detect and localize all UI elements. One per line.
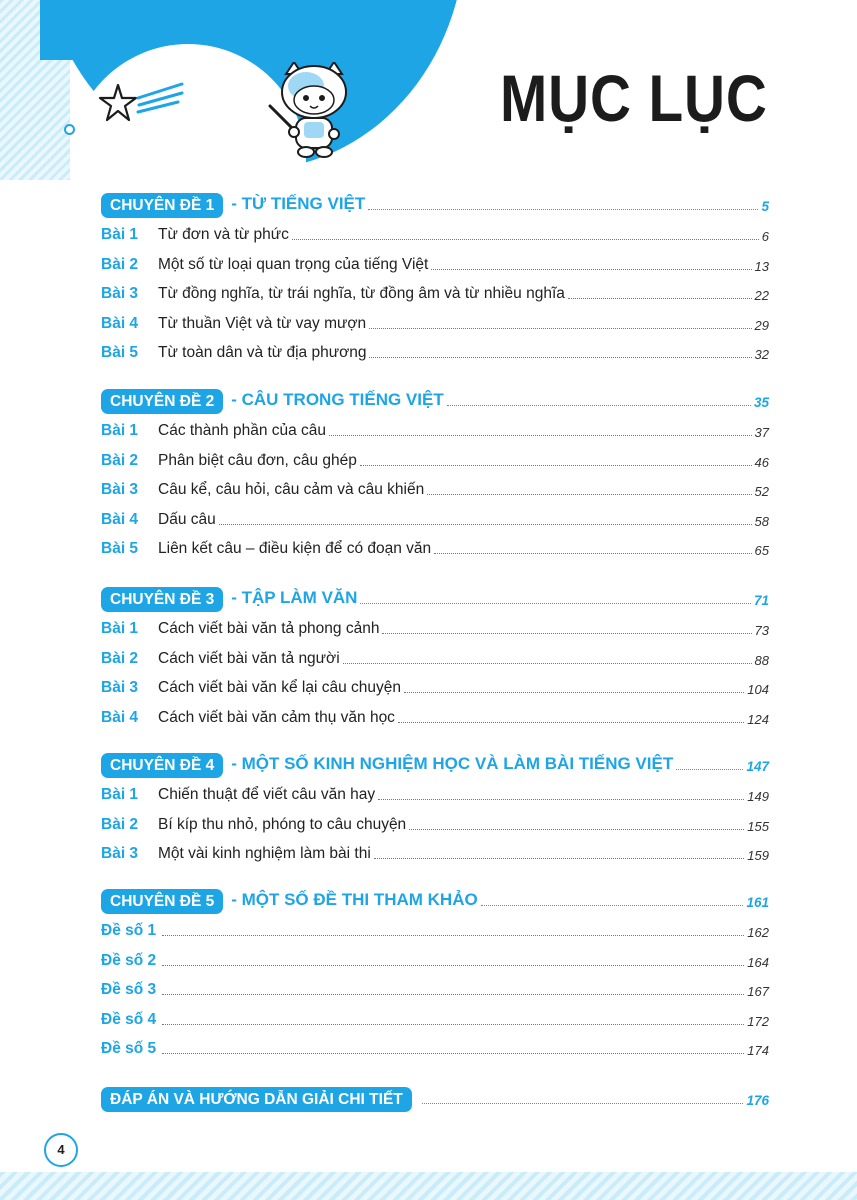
dot-leader (162, 1053, 744, 1054)
dot-leader (162, 994, 744, 995)
dot-leader (409, 829, 744, 830)
section-page-number: 147 (746, 759, 769, 774)
toc-entry-row[interactable] (101, 813, 769, 837)
entry-number: Đề số 4 (101, 1011, 157, 1028)
section-heading-row[interactable] (101, 889, 769, 913)
entry-title: Từ thuần Việt và từ vay mượn (158, 315, 367, 332)
section-chip: CHUYÊN ĐỀ 2 (101, 389, 223, 414)
toc-entry-row[interactable] (101, 478, 769, 502)
entry-number: Bài 4 (101, 511, 139, 528)
section-heading-row[interactable] (101, 193, 769, 217)
header-blue-blob-corner (40, 0, 160, 60)
section-heading-row[interactable] (101, 587, 769, 611)
dot-leader (292, 239, 759, 240)
entry-number: Đề số 5 (101, 1040, 157, 1057)
toc-entry-row[interactable] (101, 949, 769, 973)
ring-dot-decoration (64, 124, 75, 135)
entry-number: Bài 2 (101, 816, 139, 833)
dot-leader (343, 663, 752, 664)
entry-title: Từ toàn dân và từ địa phương (158, 344, 367, 361)
toc-entry-row[interactable] (101, 647, 769, 671)
section-title: - TỪ TIẾNG VIỆT (231, 194, 366, 213)
entry-number: Bài 1 (101, 620, 139, 637)
dot-leader (369, 357, 751, 358)
entry-page-number: 104 (747, 682, 769, 697)
section-title: - TẬP LÀM VĂN (231, 588, 358, 607)
section-chip: ĐÁP ÁN VÀ HƯỚNG DẪN GIẢI CHI TIẾT (101, 1087, 412, 1112)
toc-entry-row[interactable] (101, 783, 769, 807)
entry-number: Bài 2 (101, 650, 139, 667)
entry-title: Dấu câu (158, 511, 216, 528)
entry-number: Bài 4 (101, 709, 139, 726)
entry-page-number: 164 (747, 955, 769, 970)
toc-entry-row[interactable] (101, 1008, 769, 1032)
entry-page-number: 172 (747, 1014, 769, 1029)
section-title: - CÂU TRONG TIẾNG VIỆT (231, 390, 444, 409)
dot-leader (162, 935, 744, 936)
entry-page-number: 162 (747, 925, 769, 940)
section-page-number: 161 (746, 895, 769, 910)
entry-number: Bài 3 (101, 845, 139, 862)
dot-leader (447, 405, 751, 406)
toc-entry-row[interactable] (101, 282, 769, 306)
entry-page-number: 155 (747, 819, 769, 834)
entry-number: Bài 5 (101, 344, 139, 361)
entry-title: Bí kíp thu nhỏ, phóng to câu chuyện (158, 816, 407, 833)
toc-entry-row[interactable] (101, 617, 769, 641)
entry-number: Bài 1 (101, 422, 139, 439)
entry-number: Đề số 1 (101, 922, 157, 939)
entry-title: Chiến thuật để viết câu văn hay (158, 786, 376, 803)
toc-entry-row[interactable] (101, 253, 769, 277)
toc-entry-row[interactable] (101, 341, 769, 365)
entry-page-number: 149 (747, 789, 769, 804)
entry-title: Một vài kinh nghiệm làm bài thi (158, 845, 371, 862)
entry-page-number: 174 (747, 1043, 769, 1058)
dot-leader (382, 633, 751, 634)
toc-entry-row[interactable] (101, 676, 769, 700)
entry-number: Bài 1 (101, 226, 139, 243)
toc-entry-row[interactable] (101, 919, 769, 943)
dot-leader (368, 209, 758, 210)
entry-number: Bài 2 (101, 256, 139, 273)
entry-page-number: 65 (754, 543, 769, 558)
dot-leader (568, 298, 752, 299)
entry-page-number: 88 (754, 653, 769, 668)
entry-title: Cách viết bài văn tả người (158, 650, 340, 667)
section-heading-row[interactable] (101, 389, 769, 413)
entry-number: Bài 4 (101, 315, 139, 332)
toc-entry-row[interactable] (101, 1037, 769, 1061)
section-page-number: 5 (761, 199, 769, 214)
dot-leader (422, 1103, 744, 1104)
entry-number: Bài 5 (101, 540, 139, 557)
entry-number: Bài 3 (101, 481, 139, 498)
section-page-number: 176 (746, 1093, 769, 1108)
section-chip: CHUYÊN ĐỀ 5 (101, 889, 223, 914)
entry-page-number: 22 (754, 288, 769, 303)
section-chip: CHUYÊN ĐỀ 4 (101, 753, 223, 778)
dot-leader (360, 603, 751, 604)
dot-leader (162, 965, 744, 966)
toc-entry-row[interactable] (101, 537, 769, 561)
entry-title: Câu kể, câu hỏi, câu cảm và câu khiến (158, 481, 425, 498)
section-page-number: 71 (753, 593, 769, 608)
page-title: MỤC LỤC (500, 61, 768, 135)
toc-entry-row[interactable] (101, 706, 769, 730)
entry-title: Cách viết bài văn kể lại câu chuyện (158, 679, 401, 696)
dot-leader (378, 799, 744, 800)
dot-leader (398, 722, 744, 723)
entry-number: Đề số 3 (101, 981, 157, 998)
entry-page-number: 46 (754, 455, 769, 470)
section-heading-row[interactable] (101, 1087, 769, 1111)
entry-page-number: 29 (754, 318, 769, 333)
dot-leader (369, 328, 751, 329)
entry-page-number: 32 (754, 347, 769, 362)
entry-page-number: 58 (754, 514, 769, 529)
dot-leader (374, 858, 745, 859)
dot-leader (427, 494, 751, 495)
entry-page-number: 37 (754, 425, 769, 440)
entry-title: Từ đồng nghĩa, từ trái nghĩa, từ đồng âm và từ nhiều nghĩa (158, 285, 565, 302)
shooting-star-icon (98, 80, 188, 130)
dot-leader (219, 524, 752, 525)
toc-entry-row[interactable] (101, 978, 769, 1002)
entry-title: Cách viết bài văn cảm thụ văn học (158, 709, 395, 726)
cat-mascot-icon (268, 62, 360, 162)
toc-entry-row[interactable] (101, 419, 769, 443)
entry-page-number: 6 (761, 229, 769, 244)
entry-page-number: 159 (747, 848, 769, 863)
entry-title: Liên kết câu – điều kiện để có đoạn văn (158, 540, 432, 557)
toc-entry-row[interactable] (101, 508, 769, 532)
dot-leader (431, 269, 751, 270)
entry-title: Từ đơn và từ phức (158, 226, 289, 243)
entry-page-number: 13 (754, 259, 769, 274)
dot-leader (434, 553, 751, 554)
dot-leader (676, 769, 743, 770)
dot-leader (360, 465, 752, 466)
section-chip: CHUYÊN ĐỀ 1 (101, 193, 223, 218)
entry-number: Bài 3 (101, 679, 139, 696)
section-heading-row[interactable] (101, 753, 769, 777)
entry-page-number: 167 (747, 984, 769, 999)
toc-entry-row[interactable] (101, 842, 769, 866)
entry-page-number: 73 (754, 623, 769, 638)
section-title: - MỘT SỐ ĐỀ THI THAM KHẢO (231, 890, 478, 909)
toc-entry-row[interactable] (101, 312, 769, 336)
entry-number: Bài 1 (101, 786, 139, 803)
entry-page-number: 124 (747, 712, 769, 727)
toc-entry-row[interactable] (101, 449, 769, 473)
entry-title: Cách viết bài văn tả phong cảnh (158, 620, 380, 637)
entry-title: Phân biệt câu đơn, câu ghép (158, 452, 357, 469)
entry-number: Bài 3 (101, 285, 139, 302)
dot-leader (162, 1024, 744, 1025)
toc-entry-row[interactable] (101, 223, 769, 247)
dot-leader (481, 905, 744, 906)
dot-leader (329, 435, 751, 436)
entry-title: Các thành phần của câu (158, 422, 327, 439)
section-chip: CHUYÊN ĐỀ 3 (101, 587, 223, 612)
section-title: - MỘT SỐ KINH NGHIỆM HỌC VÀ LÀM BÀI TIẾNG VIỆT (231, 754, 674, 773)
footer-stripe-pattern (0, 1172, 857, 1200)
entry-number: Bài 2 (101, 452, 139, 469)
entry-number: Đề số 2 (101, 952, 157, 969)
dot-leader (404, 692, 744, 693)
section-page-number: 35 (753, 395, 769, 410)
entry-title: Một số từ loại quan trọng của tiếng Việt (158, 256, 429, 273)
page-number: 4 (44, 1133, 78, 1167)
entry-page-number: 52 (754, 484, 769, 499)
